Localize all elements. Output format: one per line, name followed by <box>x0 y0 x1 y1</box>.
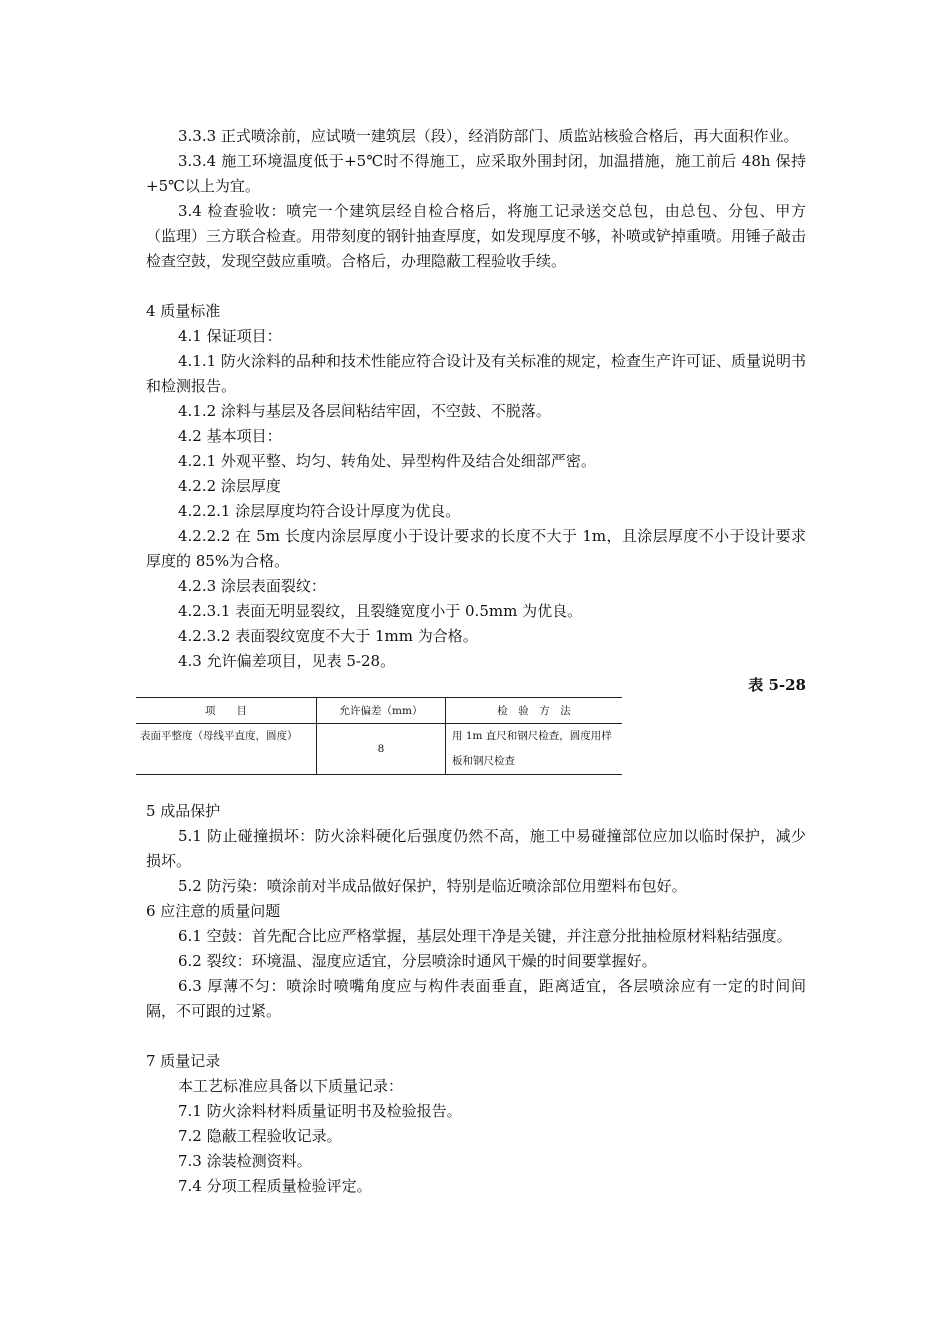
paragraph-4-2-2: 4.2.2 涂层厚度 <box>178 477 281 495</box>
paragraph-4-2-2-1: 4.2.2.1 涂层厚度均符合设计厚度为优良。 <box>178 502 461 520</box>
table-header-item: 项 目 <box>205 705 247 717</box>
paragraph-4-1-1: 4.1.1 防火涂料的品种和技术性能应符合设计及有关标准的规定，检查生产许可证、质量说明书和检测报告。 <box>146 352 806 395</box>
heading-quality-records: 7 质量记录 <box>146 1052 221 1070</box>
heading-quality-issues: 6 应注意的质量问题 <box>146 902 281 920</box>
issues-section <box>146 899 806 1024</box>
paragraph-6-2: 6.2 裂纹：环境温、湿度应适宜，分层喷涂时通风干燥的时间要掌握好。 <box>178 952 657 970</box>
paragraph-4-2-2-2: 4.2.2.2 在 5m 长度内涂层厚度小于设计要求的长度不大于 1m，且涂层厚度不小于设计要求厚度的 85%为合格。 <box>146 527 806 570</box>
heading-product-protection: 5 成品保护 <box>146 802 221 820</box>
paragraph-4-1: 4.1 保证项目： <box>178 327 282 345</box>
table-header-row <box>136 697 622 724</box>
table-cell-tolerance: 8 <box>316 724 446 774</box>
paragraph-3-3-3: 3.3.3 正式喷涂前，应试喷一建筑层（段），经消防部门、质监站核验合格后，再大面积作业。 <box>178 127 799 145</box>
paragraph-7-1: 7.1 防火涂料材料质量证明书及检验报告。 <box>178 1102 462 1120</box>
paragraph-6-3: 6.3 厚薄不匀：喷涂时喷嘴角度应与构件表面垂直，距离适宜，各层喷涂应有一定的时间间隔，不可跟的过紧。 <box>146 977 806 1020</box>
table-row <box>136 724 622 775</box>
tolerance-table <box>136 697 622 775</box>
heading-quality-standard: 4 质量标准 <box>146 302 221 320</box>
paragraph-4-2-3-2: 4.2.3.2 表面裂纹宽度不大于 1mm 为合格。 <box>178 627 478 645</box>
paragraph-4-2-3-1: 4.2.3.1 表面无明显裂纹，且裂缝宽度小于 0.5mm 为优良。 <box>178 602 583 620</box>
paragraph-7-2: 7.2 隐蔽工程验收记录。 <box>178 1127 342 1145</box>
paragraph-4-3: 4.3 允许偏差项目，见表 5-28。 <box>178 652 396 670</box>
paragraph-7-3: 7.3 涂装检测资料。 <box>178 1152 312 1170</box>
paragraph-5-2: 5.2 防污染：喷涂前对半成品做好保护，特别是临近喷涂部位用塑料布包好。 <box>178 877 687 895</box>
paragraph-records-intro: 本工艺标准应具备以下质量记录： <box>178 1077 404 1095</box>
paragraph-4-1-2: 4.1.2 涂料与基层及各层间粘结牢固，不空鼓、不脱落。 <box>178 402 551 420</box>
paragraph-5-1: 5.1 防止碰撞损坏：防火涂料硬化后强度仍然不高，施工中易碰撞部位应加以临时保护，减少损坏。 <box>146 827 806 870</box>
records-section <box>146 1049 806 1199</box>
table-header-method: 检 验 方 法 <box>497 705 571 717</box>
paragraph-7-4: 7.4 分项工程质量检验评定。 <box>178 1177 372 1195</box>
table-cell-method: 用 1m 直尺和钢尺检查，圆度用样板和钢尺检查 <box>452 730 612 767</box>
table-header-tolerance: 允许偏差（mm） <box>316 698 446 723</box>
protection-section <box>146 799 806 899</box>
paragraph-3-3-4: 3.3.4 施工环境温度低于+5℃时不得施工，应采取外围封闭，加温措施，施工前后 48h 保持+5℃以上为宜。 <box>146 152 806 195</box>
quality-standard-section <box>146 299 806 674</box>
paragraph-6-1: 6.1 空鼓：首先配合比应严格掌握，基层处理干净是关键，并注意分批抽检原材料粘结强度。 <box>178 927 792 945</box>
construction-section <box>146 124 806 274</box>
table-cell-item: 表面平整度（母线平直度，圆度） <box>140 730 298 742</box>
table-label: 表 5-28 <box>748 676 806 694</box>
paragraph-3-4: 3.4 检查验收：喷完一个建筑层经自检合格后，将施工记录送交总包，由总包、分包、甲方（监理）三方联合检查。用带刻度的钢针抽查厚度，如发现厚度不够，补喷或铲掉重喷。用锤子敲击检查空鼓，发现空鼓应重喷。合格后，办理隐蔽工程验收手续。 <box>146 202 807 270</box>
paragraph-4-2-1: 4.2.1 外观平整、均匀、转角处、异型构件及结合处细部严密。 <box>178 452 596 470</box>
paragraph-4-2-3: 4.2.3 涂层表面裂纹： <box>178 577 326 595</box>
paragraph-4-2: 4.2 基本项目： <box>178 427 282 445</box>
